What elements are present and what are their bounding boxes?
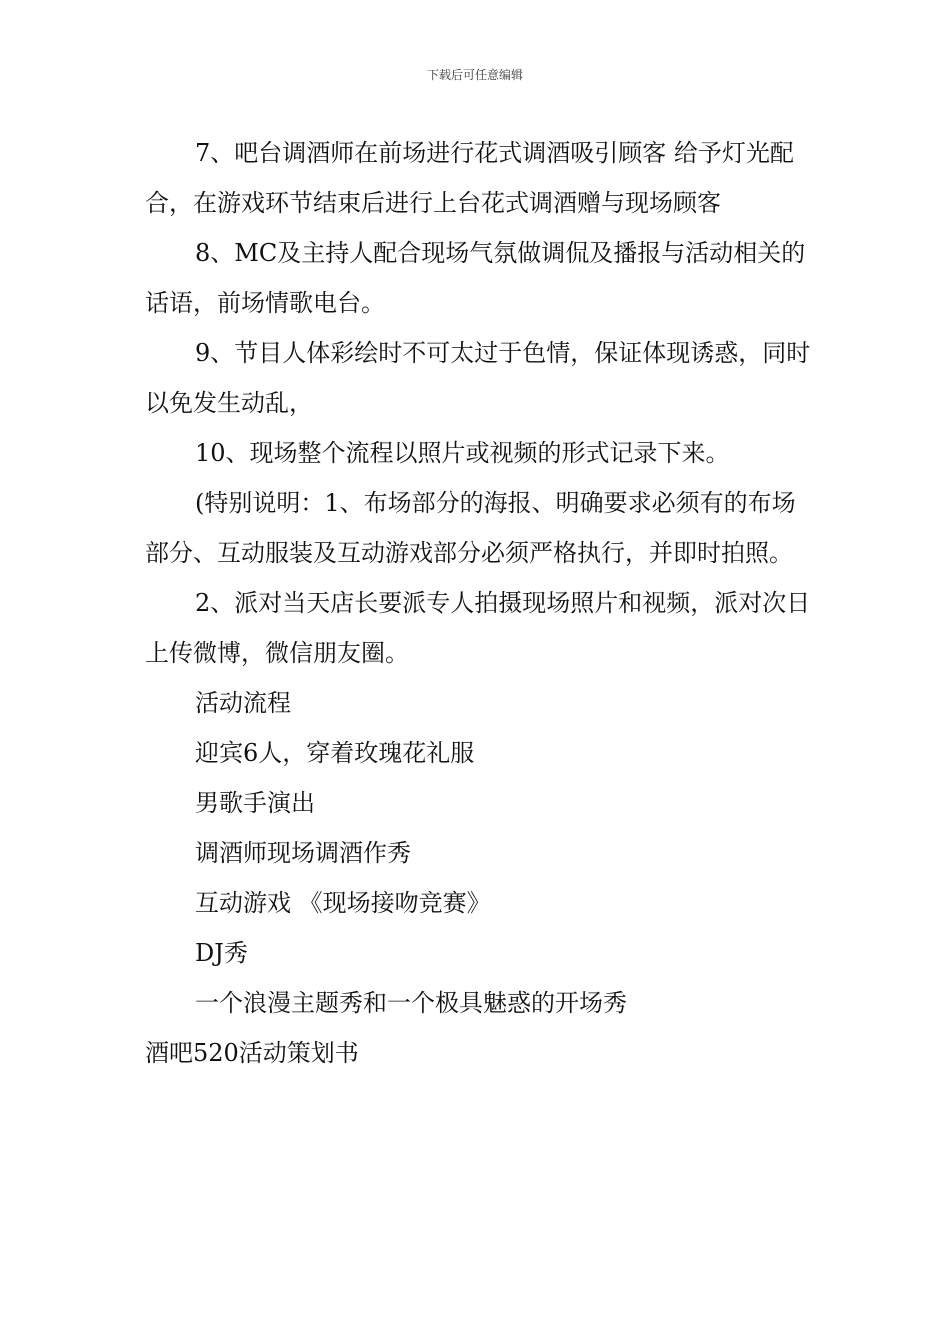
flow-item-dj-show: DJ秀 (195, 939, 248, 967)
paragraph-item-9: 9、节目人体彩绘时不可太过于色情，保证体现诱惑，同时以免发生动乱， (145, 339, 811, 417)
flow-item-opening-show: 一个浪漫主题秀和一个极具魅惑的开场秀 (195, 989, 627, 1017)
paragraph-item-8: 8、MC及主持人配合现场气氛做调侃及播报与活动相关的话语，前场情歌电台。 (145, 239, 806, 317)
page-header: 下载后可任意编辑 (426, 68, 523, 82)
flow-item-interactive-game: 互动游戏 《现场接吻竞赛》 (195, 889, 491, 917)
paragraph-note-2: 2、派对当天店长要派专人拍摄现场照片和视频，派对次日上传微博，微信朋友圈。 (145, 589, 811, 667)
paragraph-item-10: 10、现场整个流程以照片或视频的形式记录下来。 (195, 439, 730, 467)
paragraph-item-7: 7、吧台调酒师在前场进行花式调酒吸引顾客 给予灯光配合，在游戏环节结束后进行上台花式调酒赠与现场顾客 (145, 139, 794, 217)
paragraph-special-note: (特别说明：1、布场部分的海报、明确要求必须有的布场部分、互动服装及互动游戏部分必须严格执行，并即时拍照。 (145, 489, 796, 567)
document-body (145, 128, 815, 1078)
document-title: 酒吧520活动策划书 (145, 1039, 359, 1067)
flow-item-bartender-show: 调酒师现场调酒作秀 (195, 839, 411, 867)
flow-item-singer: 男歌手演出 (195, 789, 315, 817)
flow-item-welcome: 迎宾6人，穿着玫瑰花礼服 (195, 739, 475, 767)
section-heading-activity-flow: 活动流程 (195, 689, 291, 717)
